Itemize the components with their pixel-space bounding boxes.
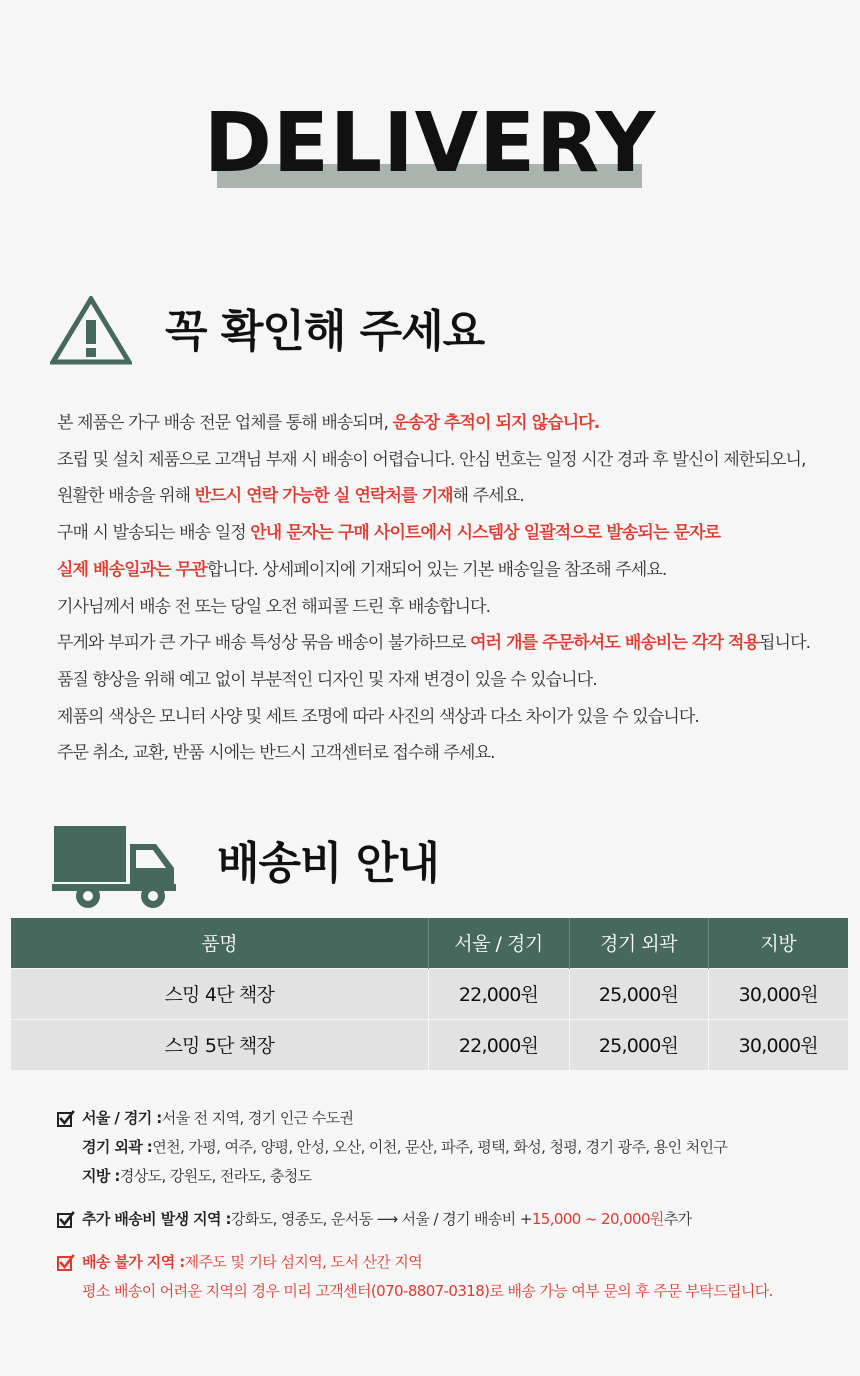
- notice-line: [57, 552, 847, 589]
- product-name-cell: 스밍 5단 책장: [11, 1019, 428, 1070]
- notice-title: 꼭 확인해 주세요: [165, 306, 485, 357]
- note-text: 평소 배송이 어려운 지역의 경우 미리 고객센터(070-8807-0318)로 배송 가능 여부 문의 후 주문 부탁드립니다.: [82, 1282, 773, 1300]
- page-title: DELIVERY: [203, 96, 657, 191]
- table-row: [11, 1019, 848, 1070]
- notice-line: [57, 478, 847, 515]
- note-text: 서울 / 경기 배송비 +: [401, 1210, 532, 1228]
- price-cell: 30,000원: [708, 1019, 848, 1070]
- table-header-row: [11, 918, 848, 968]
- notice-line: [57, 515, 847, 552]
- notice-highlight: 실제 배송일과는 무관: [57, 559, 207, 580]
- notice-line: [57, 589, 847, 626]
- product-name-cell: 스밍 4단 책장: [11, 968, 428, 1019]
- column-header-seoul: 서울 / 경기: [428, 918, 569, 968]
- column-header-outer: 경기 외곽: [569, 918, 708, 968]
- delivery-header: [0, 98, 860, 198]
- notice-heading: [50, 296, 750, 366]
- notice-text: 본 제품은 가구 배송 전문 업체를 통해 배송되며,: [57, 413, 393, 433]
- note-text: 경상도, 강원도, 전라도, 충청도: [119, 1167, 312, 1185]
- note-text: 서울 전 지역, 경기 인근 수도권: [161, 1109, 354, 1127]
- checkbox-checked-icon: [57, 1211, 75, 1229]
- note-row: [57, 1277, 847, 1306]
- note-row: [57, 1133, 847, 1162]
- note-text: 연천, 가평, 여주, 양평, 안성, 오산, 이천, 문산, 파주, 평택, 화성, 청평, 경기 광주, 용인 처인구: [152, 1138, 728, 1156]
- price-cell: 25,000원: [569, 968, 708, 1019]
- notice-text: 해 주세요.: [452, 486, 524, 507]
- checkbox-checked-icon: [57, 1110, 75, 1128]
- truck-icon: [50, 820, 180, 912]
- notice-highlight: 안내 문자는 구매 사이트에서 시스템상 일괄적으로 발송되는 문자로: [250, 523, 721, 544]
- extra-fee-note-group: [57, 1205, 847, 1234]
- warning-triangle-icon: [50, 296, 132, 366]
- notice-line: [57, 735, 847, 772]
- notice-text: 기사님께서 배송 전 또는 당일 오전 해피콜 드린 후 배송합니다.: [57, 596, 491, 617]
- notice-line: [57, 405, 847, 442]
- note-text: 강화도, 영종도, 운서동: [230, 1210, 373, 1228]
- column-header-region: 지방: [708, 918, 848, 968]
- extra-fee-price: 15,000 ~ 20,000원: [531, 1210, 664, 1228]
- note-row: [57, 1104, 847, 1133]
- notice-list: [57, 405, 847, 772]
- table-row: [11, 968, 848, 1019]
- notice-highlight: 반드시 연락 가능한 실 연락처를 기재: [194, 486, 453, 507]
- notice-text: 구매 시 발송되는 배송 일정: [57, 523, 251, 544]
- notice-line: [57, 625, 847, 662]
- notice-text: 조립 및 설치 제품으로 고객님 부재 시 배송이 어렵습니다. 안심 번호는 일정 시간 경과 후 발신이 제한되오니,: [57, 449, 806, 470]
- notice-line: [57, 442, 847, 479]
- notice-text: 제품의 색상은 모니터 사양 및 세트 조명에 따라 사진의 색상과 다소 차이가 있을 수 있습니다.: [57, 706, 699, 727]
- note-label: 추가 배송비 발생 지역 :: [82, 1210, 231, 1228]
- notice-text: 합니다. 상세페이지에 기재되어 있는 기본 배송일을 참조해 주세요.: [206, 559, 667, 580]
- no-delivery-note-group: [57, 1248, 847, 1306]
- column-header-product: 품명: [11, 918, 428, 968]
- shipping-title: 배송비 안내: [217, 838, 439, 889]
- notice-text: 주문 취소, 교환, 반품 시에는 반드시 고객센터로 접수해 주세요.: [57, 743, 495, 764]
- note-text: 추가: [663, 1210, 692, 1228]
- shipping-notes: [57, 1104, 847, 1320]
- note-row: [57, 1205, 847, 1234]
- price-cell: 22,000원: [428, 1019, 569, 1070]
- note-label: 배송 불가 지역 :: [82, 1253, 185, 1271]
- price-cell: 25,000원: [569, 1019, 708, 1070]
- notice-text: 품질 향상을 위해 예고 없이 부분적인 디자인 및 자재 변경이 있을 수 있습니다.: [57, 669, 597, 690]
- note-row: [57, 1162, 847, 1191]
- arrow-right-icon: ⟶: [376, 1210, 398, 1228]
- note-text: 제주도 및 기타 섬지역, 도서 산간 지역: [184, 1253, 423, 1271]
- shipping-fee-table: [11, 918, 848, 1070]
- shipping-heading: [50, 820, 550, 912]
- notice-line: [57, 699, 847, 736]
- note-row: [57, 1248, 847, 1277]
- notice-highlight: 여러 개를 주문하셔도 배송비는 각각 적용: [470, 633, 760, 654]
- notice-line: [57, 662, 847, 699]
- area-note-group: [57, 1104, 847, 1191]
- checkbox-checked-icon: [57, 1254, 75, 1272]
- price-cell: 30,000원: [708, 968, 848, 1019]
- notice-text: 됩니다.: [759, 633, 811, 654]
- notice-highlight: 운송장 추적이 되지 않습니다.: [392, 413, 600, 433]
- note-label: 서울 / 경기 :: [82, 1109, 162, 1127]
- note-label: 지방 :: [82, 1167, 120, 1185]
- notice-text: 원활한 배송을 위해: [57, 486, 195, 507]
- price-cell: 22,000원: [428, 968, 569, 1019]
- notice-text: 무게와 부피가 큰 가구 배송 특성상 묶음 배송이 불가하므로: [57, 633, 471, 654]
- note-label: 경기 외곽 :: [82, 1138, 153, 1156]
